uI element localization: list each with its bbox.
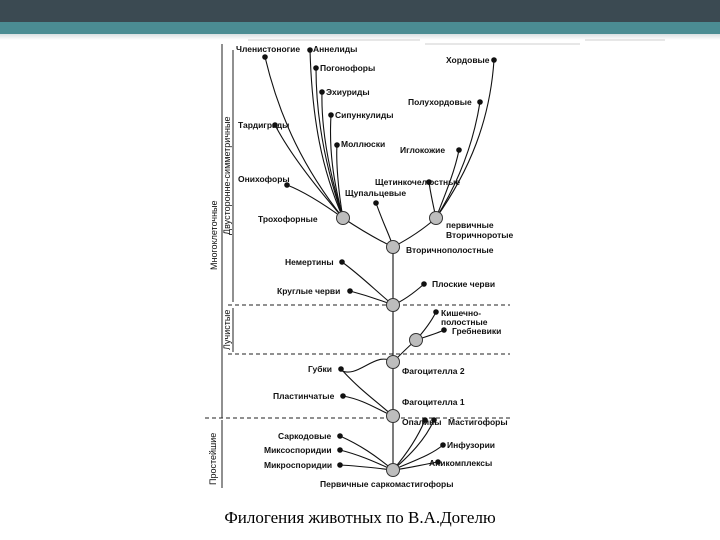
label-bilateral: Двусторонне-симметричные: [222, 116, 232, 235]
taxon-sipunculids: Сипункулиды: [335, 110, 394, 120]
taxon-opalines: Опалины: [402, 417, 442, 427]
label-protozoa: Простейшие: [208, 432, 218, 485]
taxon-sponges: Губки: [308, 364, 332, 374]
taxon-mastigophores: Мастигофоры: [448, 417, 508, 427]
taxon-lophophorates: Щупальцевые: [345, 188, 407, 198]
taxon-chordates: Хордовые: [446, 55, 490, 65]
side-scale: [222, 44, 233, 488]
figure-caption: Филогения животных по В.А.Догелю: [224, 508, 496, 527]
label-radial: Лучистые: [222, 309, 232, 350]
slide-artifact-lines: [248, 40, 665, 44]
taxon-trochophores: Трохофорные: [258, 214, 318, 224]
taxon-ctenophores: Гребневики: [452, 326, 502, 336]
taxon-molluscs: Моллюски: [341, 139, 386, 149]
taxon-arthropods: Членистоногие: [236, 44, 301, 54]
taxon-nemerteans: Немертины: [285, 257, 334, 267]
taxon-coelomates: Вторичнополостные: [406, 245, 494, 255]
taxon-tardigrades: Тардиграды: [238, 120, 290, 130]
taxon-ciliates: Инфузории: [447, 440, 496, 450]
taxon-onychophores: Онихофоры: [238, 174, 290, 184]
taxon-phagocytella2: Фагоцителла 2: [402, 366, 465, 376]
taxon-myxosporidia: Миксоспоридии: [264, 445, 332, 455]
taxon-placozoa: Пластинчатые: [273, 391, 335, 401]
taxon-hemichordates: Полухордовые: [408, 97, 472, 107]
taxon-phagocytella1: Фагоцителла 1: [402, 397, 465, 407]
label-multicellular: Многоклеточные: [209, 200, 219, 270]
taxon-chaetognaths: Щетинкочелюстные: [375, 177, 461, 187]
taxon-coelenterates-line1: Кишечно-: [441, 308, 482, 318]
taxon-echiurids: Эхиуриды: [326, 87, 370, 97]
taxon-roundworms: Круглые черви: [277, 286, 341, 296]
taxon-microsporidia: Микроспоридии: [264, 460, 333, 470]
taxon-pogonophores: Погонофоры: [320, 63, 376, 73]
taxon-deuterostomes-line1: первичные: [446, 220, 494, 230]
taxon-echinoderms: Иглокожие: [400, 145, 446, 155]
taxon-annelids: Аннелиды: [313, 44, 358, 54]
taxon-coelenterates-line2: полостные: [441, 317, 488, 327]
taxon-sarcodines: Саркодовые: [278, 431, 332, 441]
taxon-apicomplexa: Апикомплексы: [429, 458, 493, 468]
taxon-sarcomastigophora: Первичные саркомастигофоры: [320, 479, 454, 489]
taxon-deuterostomes-line2: Вторичноротые: [446, 230, 514, 240]
taxon-flatworms: Плоские черви: [432, 279, 496, 289]
